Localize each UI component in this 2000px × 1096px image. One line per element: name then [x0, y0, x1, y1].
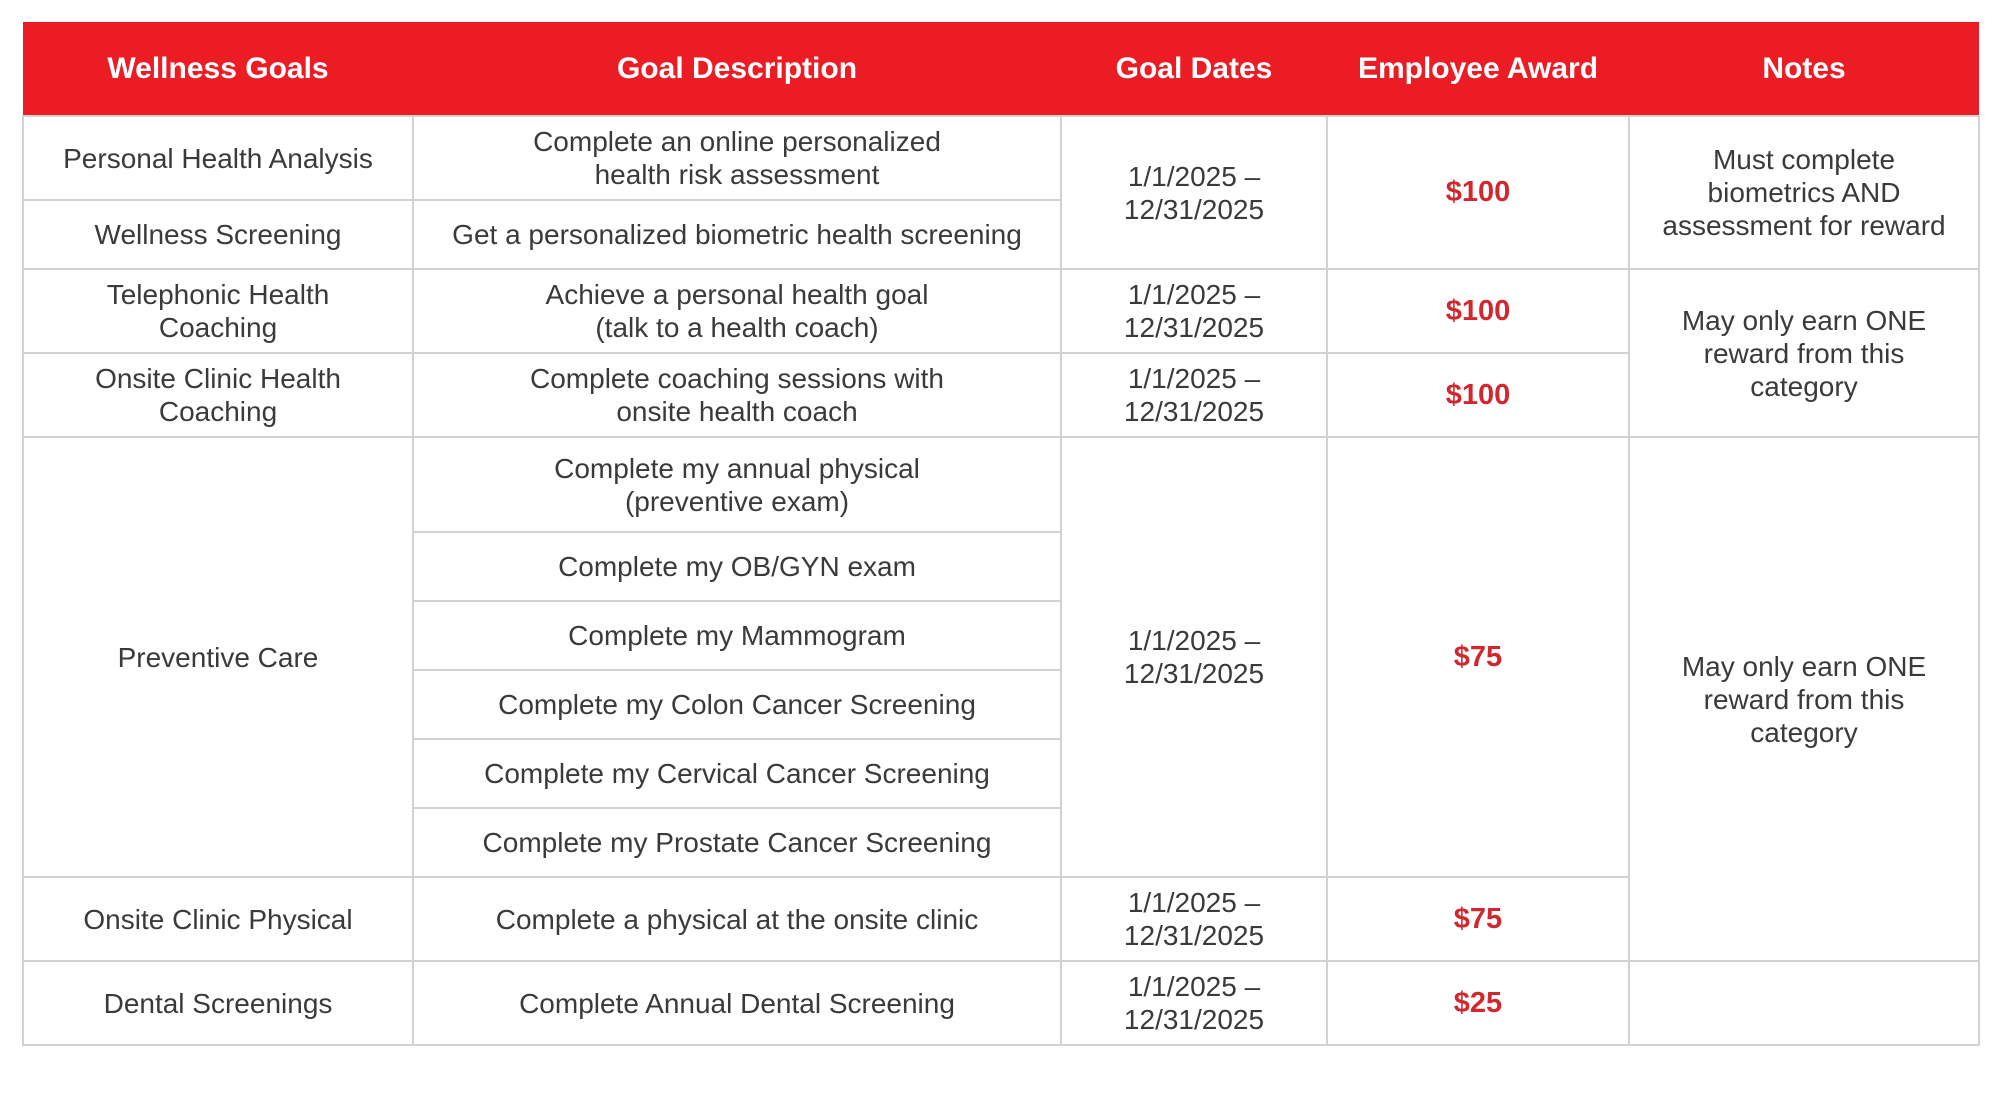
- table-row-preventive-care: [23, 437, 1979, 532]
- description-line: Achieve a personal health goal: [545, 279, 929, 310]
- notes-cell: [1629, 961, 1979, 1045]
- wellness-goals-table: [22, 22, 1980, 1046]
- description-cell: Complete my Mammogram: [413, 601, 1061, 670]
- description-line: (talk to a health coach): [595, 312, 879, 343]
- goal-line: Coaching: [158, 396, 278, 427]
- notes-cell: [1629, 437, 1979, 961]
- date-end: 12/31/2025: [1123, 312, 1265, 343]
- dates-cell: [1061, 269, 1327, 353]
- goal-line: Coaching: [158, 312, 278, 343]
- date-end: 12/31/2025: [1123, 396, 1265, 427]
- award-cell: $75: [1327, 437, 1629, 877]
- goal-cell: Wellness Screening: [23, 200, 413, 269]
- goal-cell: Dental Screenings: [23, 961, 413, 1045]
- description-cell: Complete my OB/GYN exam: [413, 532, 1061, 601]
- notes-cell: [1629, 269, 1979, 437]
- header-employee-award: Employee Award: [1327, 22, 1629, 116]
- description-cell: [413, 269, 1061, 353]
- note-line: Must complete: [1712, 144, 1896, 175]
- description-line: (preventive exam): [624, 485, 850, 517]
- date-start: 1/1/2025 –: [1127, 363, 1261, 394]
- description-cell: Get a personalized biometric health screening: [413, 200, 1061, 269]
- header-wellness-goals: Wellness Goals: [23, 22, 413, 116]
- award-cell: $25: [1327, 961, 1629, 1045]
- table-row-personal-health-analysis: [23, 116, 1979, 200]
- header-goal-dates: Goal Dates: [1061, 22, 1327, 116]
- date-end: 12/31/2025: [1123, 193, 1265, 225]
- header-goal-description: Goal Description: [413, 22, 1061, 116]
- description-cell: [413, 353, 1061, 437]
- header-notes: Notes: [1629, 22, 1979, 116]
- date-start: 1/1/2025 –: [1127, 887, 1261, 918]
- dates-cell: [1061, 961, 1327, 1045]
- note-line: category: [1750, 370, 1858, 402]
- goal-line: Onsite Clinic Health: [95, 363, 341, 394]
- description-cell: [413, 116, 1061, 200]
- award-cell: $75: [1327, 877, 1629, 961]
- date-end: 12/31/2025: [1123, 920, 1265, 951]
- note-line: reward from this: [1703, 683, 1905, 715]
- description-cell: Complete my Cervical Cancer Screening: [413, 739, 1061, 808]
- award-cell: $100: [1327, 269, 1629, 353]
- date-start: 1/1/2025 –: [1127, 625, 1261, 656]
- description-line: Complete coaching sessions with: [530, 363, 944, 394]
- notes-cell: [1629, 116, 1979, 269]
- goal-line: Telephonic Health: [106, 279, 330, 310]
- description-cell: Complete my Prostate Cancer Screening: [413, 808, 1061, 877]
- note-line: category: [1750, 716, 1858, 748]
- description-cell: Complete a physical at the onsite clinic: [413, 877, 1061, 961]
- goal-cell: Onsite Clinic Physical: [23, 877, 413, 961]
- description-cell: [413, 437, 1061, 532]
- note-line: reward from this: [1703, 337, 1905, 369]
- dates-cell: [1061, 877, 1327, 961]
- note-line: assessment for reward: [1662, 210, 1946, 241]
- award-cell: $100: [1327, 116, 1629, 269]
- goal-cell: Personal Health Analysis: [23, 116, 413, 200]
- table-header-row: [23, 22, 1979, 116]
- table-row-dental-screenings: [23, 961, 1979, 1045]
- date-end: 12/31/2025: [1123, 1004, 1265, 1035]
- note-line: May only earn ONE: [1681, 650, 1927, 682]
- description-line: Complete an online personalized: [533, 126, 941, 157]
- description-cell: Complete Annual Dental Screening: [413, 961, 1061, 1045]
- description-line: health risk assessment: [594, 159, 880, 190]
- note-line: May only earn ONE: [1681, 304, 1927, 336]
- description-line: onsite health coach: [616, 396, 858, 427]
- description-cell: Complete my Colon Cancer Screening: [413, 670, 1061, 739]
- date-start: 1/1/2025 –: [1127, 279, 1261, 310]
- goal-cell: [23, 353, 413, 437]
- wellness-table-container: [22, 22, 1978, 1046]
- goal-cell: [23, 269, 413, 353]
- date-end: 12/31/2025: [1123, 658, 1265, 689]
- dates-cell: [1061, 437, 1327, 877]
- award-cell: $100: [1327, 353, 1629, 437]
- note-line: biometrics AND: [1707, 177, 1901, 208]
- date-start: 1/1/2025 –: [1127, 971, 1261, 1002]
- date-start: 1/1/2025 –: [1127, 160, 1261, 192]
- table-row-telephonic-health-coaching: [23, 269, 1979, 353]
- goal-cell: Preventive Care: [23, 437, 413, 877]
- dates-cell: [1061, 116, 1327, 269]
- description-line: Complete my annual physical: [554, 452, 920, 484]
- dates-cell: [1061, 353, 1327, 437]
